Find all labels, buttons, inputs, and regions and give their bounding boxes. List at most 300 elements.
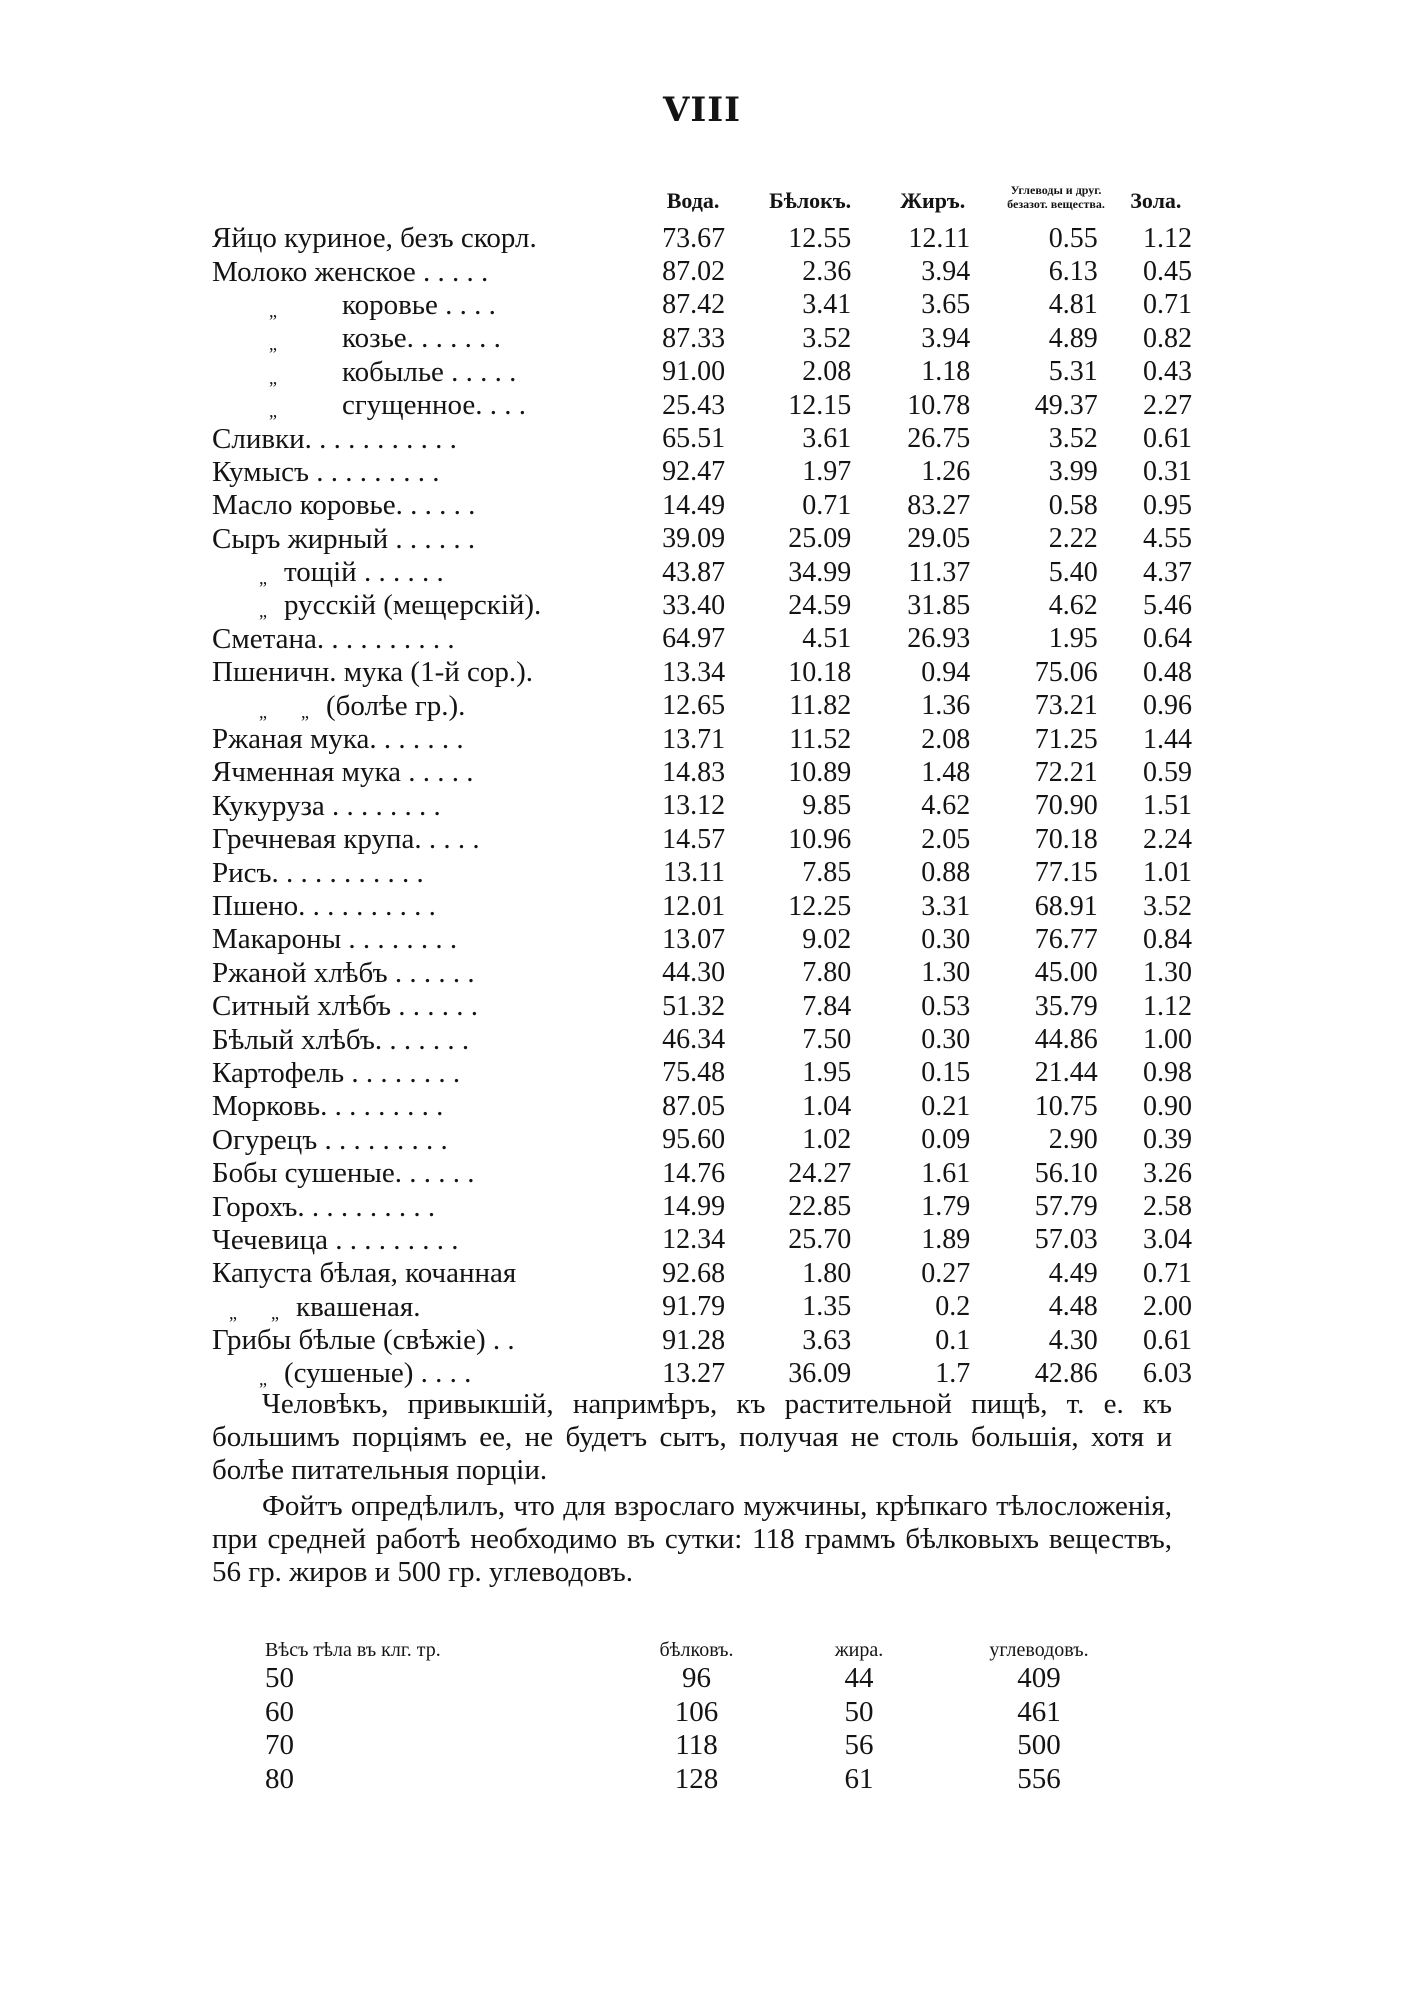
protein-value: 1.97 <box>802 456 852 488</box>
food-name-label: Бѣлый хлѣбъ. . . . . . . <box>212 1023 470 1056</box>
carbs-value: 72.21 <box>1034 756 1098 788</box>
food-name <box>212 589 639 622</box>
ditto-mark: „ <box>269 334 277 355</box>
water-value: 14.57 <box>662 823 726 855</box>
body-weight-value: 60 <box>265 1695 294 1728</box>
food-name-label: Макароны . . . . . . . . <box>212 923 458 956</box>
table-row <box>212 890 1192 923</box>
carbs-value: 4.89 <box>1048 322 1098 354</box>
ash-value: 0.45 <box>1143 256 1192 288</box>
table-row <box>212 322 1192 355</box>
table-row <box>212 623 1192 656</box>
table-row <box>250 1729 1150 1763</box>
fat-value: 0.09 <box>921 1124 971 1156</box>
fat-value: 26.75 <box>907 423 971 455</box>
header-ash: Зола. <box>1130 188 1182 213</box>
protein-value: 2.08 <box>802 356 852 388</box>
table-row <box>212 1357 1192 1390</box>
protein-value: 1.04 <box>802 1090 852 1122</box>
fat-value: 2.05 <box>921 823 971 855</box>
ditto-mark: „ <box>259 701 267 722</box>
water-value: 87.05 <box>662 1090 726 1122</box>
food-name <box>212 222 639 255</box>
table-row <box>212 1057 1192 1090</box>
protein-value: 11.82 <box>789 690 852 722</box>
ash-value: 0.96 <box>1143 690 1192 722</box>
table-row <box>212 957 1192 990</box>
food-name-label: сгущенное. . . . <box>342 389 526 422</box>
table-row <box>212 1257 1192 1290</box>
carbs-value: 4.30 <box>1048 1324 1098 1356</box>
fat-value: 0.94 <box>921 656 971 688</box>
fat-value: 1.36 <box>921 690 971 722</box>
food-name-label: Масло коровье. . . . . . <box>212 489 476 522</box>
food-name-label: Кумысъ . . . . . . . . . <box>212 455 440 488</box>
fat-value: 3.65 <box>921 289 971 321</box>
fat-value: 4.62 <box>921 790 971 822</box>
carbs-value: 3.99 <box>1048 456 1098 488</box>
food-name-label: Картофель . . . . . . . . <box>212 1056 461 1089</box>
food-name-label: Сыръ жирный . . . . . . <box>212 522 476 555</box>
water-value: 64.97 <box>662 623 726 655</box>
ash-value: 2.24 <box>1143 823 1192 855</box>
table-row <box>212 689 1192 722</box>
fat-value: 29.05 <box>907 523 971 555</box>
water-value: 91.28 <box>662 1324 726 1356</box>
carbs-value: 45.00 <box>1034 957 1098 989</box>
food-name-label: Ситный хлѣбъ . . . . . . <box>212 990 479 1023</box>
water-value: 95.60 <box>662 1124 726 1156</box>
carbs-value: 73.21 <box>1034 690 1098 722</box>
carbs-value: 77.15 <box>1034 857 1098 889</box>
ash-value: 0.82 <box>1143 322 1192 354</box>
carbs-value: 4.81 <box>1048 289 1098 321</box>
food-name-label: тощій . . . . . . <box>284 556 444 589</box>
food-name-label: Горохъ. . . . . . . . . . <box>212 1190 436 1223</box>
water-value: 13.34 <box>662 656 726 688</box>
water-value: 92.68 <box>662 1257 726 1289</box>
table-row <box>212 389 1192 422</box>
fat-value: 26.93 <box>907 623 971 655</box>
table-row <box>212 723 1192 756</box>
water-value: 33.40 <box>662 589 726 621</box>
proteins-value: 118 <box>675 1729 718 1762</box>
carbs-value: 42.86 <box>1034 1357 1098 1389</box>
table-row <box>212 422 1192 455</box>
carbs-value: 44.86 <box>1034 1024 1098 1056</box>
food-name-label: Капуста бѣлая, кочанная <box>212 1257 517 1290</box>
food-name-label: коровье . . . . <box>342 288 496 321</box>
protein-value: 7.84 <box>802 990 852 1022</box>
food-name <box>212 255 639 288</box>
table-row <box>212 489 1192 522</box>
table-row <box>212 523 1192 556</box>
ash-value: 5.46 <box>1143 589 1192 621</box>
water-value: 43.87 <box>662 556 726 588</box>
food-name-label: Кукуруза . . . . . . . . <box>212 789 441 822</box>
carbs-value: 75.06 <box>1034 656 1098 688</box>
food-name-label: Чечевица . . . . . . . . . <box>212 1223 459 1256</box>
water-value: 13.12 <box>662 790 726 822</box>
food-name-label: Огурецъ . . . . . . . . . <box>212 1123 448 1156</box>
fat-value: 1.18 <box>921 356 971 388</box>
ash-value: 1.12 <box>1143 222 1192 254</box>
carbohydrates-value: 500 <box>1017 1729 1061 1762</box>
protein-value: 24.27 <box>788 1157 852 1189</box>
fat-value: 0.30 <box>921 923 971 955</box>
food-name <box>212 1090 639 1123</box>
table-row <box>212 222 1192 255</box>
water-value: 73.67 <box>662 222 726 254</box>
protein-value: 0.71 <box>802 489 852 521</box>
fat-value: 11.37 <box>908 556 971 588</box>
fat-value: 1.89 <box>921 1224 971 1256</box>
protein-value: 3.63 <box>802 1324 852 1356</box>
water-value: 39.09 <box>662 523 726 555</box>
protein-value: 4.51 <box>802 623 852 655</box>
protein-value: 34.99 <box>788 556 852 588</box>
ash-value: 6.03 <box>1143 1357 1192 1389</box>
water-value: 75.48 <box>662 1057 726 1089</box>
table-row <box>250 1696 1150 1730</box>
food-name-label: Молоко женское . . . . . <box>212 255 489 288</box>
carbs-value: 71.25 <box>1034 723 1098 755</box>
protein-value: 11.52 <box>789 723 852 755</box>
food-name-label: Ржаной хлѣбъ . . . . . . <box>212 956 475 989</box>
food-name <box>212 1257 639 1290</box>
protein-value: 12.25 <box>788 890 852 922</box>
carbs-value: 56.10 <box>1034 1157 1098 1189</box>
header-body-weight: Вѣсъ тѣла въ клг. тр. <box>265 1639 441 1661</box>
ash-value: 0.61 <box>1143 1324 1192 1356</box>
carbs-value: 1.95 <box>1048 623 1098 655</box>
table-row <box>212 1157 1192 1190</box>
food-name <box>212 990 639 1023</box>
food-name-label: Сметана. . . . . . . . . . <box>212 622 455 655</box>
fat-value: 10.78 <box>907 389 971 421</box>
table-row <box>212 1023 1192 1056</box>
water-value: 25.43 <box>662 389 726 421</box>
proteins-value: 106 <box>674 1695 719 1728</box>
food-name <box>212 756 639 789</box>
food-name <box>212 356 639 389</box>
protein-value: 1.35 <box>802 1291 852 1323</box>
fat-value: 2.08 <box>921 723 971 755</box>
ash-value: 3.26 <box>1143 1157 1192 1189</box>
water-value: 87.02 <box>662 256 726 288</box>
ditto-mark: „ <box>259 568 267 589</box>
ash-value: 0.71 <box>1143 1257 1192 1289</box>
protein-value: 10.96 <box>788 823 852 855</box>
diet-table-header <box>250 1628 1150 1662</box>
ash-value: 0.59 <box>1143 756 1192 788</box>
food-name-label: козье. . . . . . . <box>342 322 501 355</box>
ash-value: 0.43 <box>1143 356 1192 388</box>
ash-value: 1.30 <box>1143 957 1192 989</box>
carbs-value: 5.31 <box>1048 356 1098 388</box>
ash-value: 0.39 <box>1143 1124 1192 1156</box>
ditto-mark: „ <box>271 1302 279 1323</box>
food-name-label: (сушеные) . . . . <box>284 1357 472 1390</box>
protein-value: 12.15 <box>788 389 852 421</box>
protein-value: 25.70 <box>788 1224 852 1256</box>
ash-value: 0.61 <box>1143 423 1192 455</box>
water-value: 46.34 <box>662 1024 726 1056</box>
protein-value: 3.61 <box>802 423 852 455</box>
food-name-label: Рисъ. . . . . . . . . . . <box>212 856 424 889</box>
table-row <box>250 1763 1150 1797</box>
carbs-value: 0.58 <box>1048 489 1098 521</box>
carbs-value: 35.79 <box>1034 990 1098 1022</box>
food-name <box>212 656 639 689</box>
carbs-value: 2.22 <box>1048 523 1098 555</box>
header-protein: Бѣлокъ. <box>769 188 852 213</box>
diet-table <box>250 1628 1150 1796</box>
header-carbohydrates: углеводовъ. <box>989 1639 1089 1661</box>
protein-value: 2.36 <box>802 256 852 288</box>
food-name-label: Яйцо куриное, безъ скорл. <box>212 222 537 255</box>
food-name-label: Грибы бѣлые (свѣжіе) . . <box>212 1324 515 1357</box>
fat-value: 12.11 <box>908 222 971 254</box>
food-name-label: Бобы сушеные. . . . . . <box>212 1157 475 1190</box>
food-name <box>212 890 639 923</box>
food-name-label: Гречневая крупа. . . . . <box>212 823 480 856</box>
carbs-value: 10.75 <box>1034 1090 1098 1122</box>
food-name <box>212 856 639 889</box>
table-row <box>212 923 1192 956</box>
food-name <box>212 422 639 455</box>
table-row <box>212 790 1192 823</box>
carbs-value: 70.90 <box>1034 790 1098 822</box>
protein-value: 3.52 <box>802 322 852 354</box>
food-name <box>212 523 639 556</box>
ditto-mark: „ <box>259 601 267 622</box>
fat-value: 0.2 <box>935 1291 971 1323</box>
header-name-blank <box>212 148 639 222</box>
table-row <box>212 1190 1192 1223</box>
fats-value: 61 <box>844 1762 874 1795</box>
food-name <box>212 322 639 355</box>
paragraph-2: Фойтъ опредѣлилъ, что для взрослаго мужчины, крѣпкаго тѣлосложенія, при средней работѣ необходимо въ сутки: 118 граммъ бѣлковыхъ веществъ, 56 гр. жиров и 500 гр. углеводовъ. <box>212 1490 1172 1588</box>
ditto-mark: „ <box>301 701 309 722</box>
paragraph-1: Человѣкъ, привыкшій, напримѣръ, къ растительной пищѣ, т. е. къ большимъ порціямъ ее, не будетъ сытъ, получая не столь большія, хотя и болѣе питательныя порціи. <box>212 1388 1172 1486</box>
water-value: 87.33 <box>662 322 726 354</box>
carbs-value: 4.62 <box>1048 589 1098 621</box>
ash-value: 1.01 <box>1143 857 1192 889</box>
ash-value: 3.04 <box>1143 1224 1192 1256</box>
protein-value: 9.85 <box>802 790 852 822</box>
table-row <box>250 1662 1150 1696</box>
food-name-label: Ячменная мука . . . . . <box>212 756 474 789</box>
food-name <box>212 1190 639 1223</box>
carbs-value: 57.03 <box>1034 1224 1098 1256</box>
food-name-label: квашеная. <box>296 1290 421 1323</box>
header-carbs: Углеводы и друг. безазот. вещества. <box>1007 183 1105 212</box>
fat-value: 3.94 <box>921 256 971 288</box>
ash-value: 0.95 <box>1143 489 1192 521</box>
water-value: 13.07 <box>662 923 726 955</box>
protein-value: 9.02 <box>802 923 852 955</box>
food-name-label: русскій (мещерскій). <box>284 589 542 622</box>
ash-value: 0.84 <box>1143 923 1192 955</box>
fat-value: 1.48 <box>921 756 971 788</box>
ash-value: 0.64 <box>1143 623 1192 655</box>
protein-value: 10.89 <box>788 756 852 788</box>
table-row <box>212 456 1192 489</box>
ash-value: 0.98 <box>1143 1057 1192 1089</box>
table-row <box>212 1124 1192 1157</box>
food-name-label: Пшено. . . . . . . . . . <box>212 890 436 922</box>
fat-value: 31.85 <box>907 589 971 621</box>
water-value: 51.32 <box>662 990 726 1022</box>
ash-value: 2.27 <box>1143 389 1192 421</box>
protein-value: 3.41 <box>802 289 852 321</box>
fat-value: 0.1 <box>935 1324 971 1356</box>
food-name <box>212 389 639 422</box>
fats-value: 50 <box>844 1695 874 1728</box>
carbs-value: 2.90 <box>1048 1124 1098 1156</box>
ash-value: 0.71 <box>1143 289 1192 321</box>
water-value: 12.01 <box>662 890 726 922</box>
ash-value: 3.52 <box>1143 890 1192 922</box>
protein-value: 24.59 <box>788 589 852 621</box>
fats-value: 56 <box>844 1729 874 1762</box>
food-name <box>212 489 639 522</box>
ash-value: 1.51 <box>1143 790 1192 822</box>
header-fat: Жиръ. <box>900 188 966 213</box>
water-value: 87.42 <box>662 289 726 321</box>
water-value: 14.76 <box>662 1157 726 1189</box>
food-name <box>212 1357 639 1390</box>
fat-value: 0.88 <box>921 857 971 889</box>
fat-value: 3.94 <box>921 322 971 354</box>
carbs-value: 49.37 <box>1034 389 1098 421</box>
fat-value: 0.27 <box>921 1257 971 1289</box>
water-value: 92.47 <box>662 456 726 488</box>
header-fats: жира. <box>834 1639 884 1661</box>
food-name <box>212 1224 639 1257</box>
ash-value: 0.48 <box>1143 656 1192 688</box>
food-name <box>212 1291 639 1324</box>
water-value: 91.79 <box>662 1291 726 1323</box>
water-value: 14.83 <box>662 756 726 788</box>
carbs-value: 76.77 <box>1034 923 1098 955</box>
carbs-value: 5.40 <box>1048 556 1098 588</box>
food-name <box>212 823 639 856</box>
ash-value: 4.37 <box>1143 556 1192 588</box>
food-name <box>212 1124 639 1157</box>
carbs-value: 21.44 <box>1034 1057 1098 1089</box>
table-row <box>212 1090 1192 1123</box>
fat-value: 0.53 <box>921 990 971 1022</box>
nutrition-table-header <box>212 148 1192 222</box>
protein-value: 12.55 <box>788 222 852 254</box>
table-row <box>212 255 1192 288</box>
ash-value: 0.90 <box>1143 1090 1192 1122</box>
carbs-value: 4.48 <box>1048 1291 1098 1323</box>
fat-value: 0.21 <box>921 1090 971 1122</box>
nutrition-table <box>212 148 1192 1391</box>
ditto-mark: „ <box>269 300 277 321</box>
ash-value: 1.00 <box>1143 1024 1192 1056</box>
water-value: 91.00 <box>662 356 726 388</box>
carbohydrates-value: 409 <box>1017 1662 1061 1695</box>
carbohydrates-value: 556 <box>1017 1762 1061 1795</box>
fat-value: 1.30 <box>921 957 971 989</box>
protein-value: 1.80 <box>802 1257 852 1289</box>
water-value: 65.51 <box>662 423 726 455</box>
body-weight-value: 70 <box>265 1729 294 1762</box>
carbs-value: 70.18 <box>1034 823 1098 855</box>
table-row <box>212 289 1192 322</box>
water-value: 12.65 <box>662 690 726 722</box>
water-value: 13.11 <box>663 857 726 889</box>
ash-value: 0.31 <box>1143 456 1192 488</box>
body-weight-value: 50 <box>265 1662 294 1695</box>
food-name <box>212 1023 639 1056</box>
fat-value: 3.31 <box>921 890 971 922</box>
table-row <box>212 756 1192 789</box>
table-row <box>212 356 1192 389</box>
fat-value: 1.79 <box>921 1191 971 1223</box>
ash-value: 4.55 <box>1143 523 1192 555</box>
carbs-value: 6.13 <box>1048 256 1098 288</box>
protein-value: 22.85 <box>788 1191 852 1223</box>
water-value: 12.34 <box>662 1224 726 1256</box>
ditto-mark: „ <box>229 1302 237 1323</box>
water-value: 13.27 <box>662 1357 726 1389</box>
ditto-mark: „ <box>269 401 277 422</box>
carbohydrates-value: 461 <box>1017 1695 1061 1728</box>
food-name-label: кобылье . . . . . <box>342 355 517 388</box>
ash-value: 2.58 <box>1143 1191 1192 1223</box>
carbs-value: 68.91 <box>1034 890 1098 922</box>
protein-value: 1.02 <box>802 1124 852 1156</box>
food-name <box>212 689 639 722</box>
water-value: 44.30 <box>662 957 726 989</box>
proteins-value: 128 <box>674 1762 719 1795</box>
table-row <box>212 556 1192 589</box>
fats-value: 44 <box>844 1662 874 1695</box>
fat-value: 1.7 <box>935 1357 971 1389</box>
food-name <box>212 957 639 990</box>
food-name <box>212 456 639 489</box>
fat-value: 0.30 <box>921 1024 971 1056</box>
proteins-value: 96 <box>682 1662 711 1695</box>
food-name <box>212 1157 639 1190</box>
protein-value: 36.09 <box>788 1357 852 1389</box>
food-name-label: Пшеничн. мука (1-й сор.). <box>212 656 534 689</box>
carbs-value: 0.55 <box>1048 222 1098 254</box>
water-value: 14.49 <box>662 489 726 521</box>
page-number: VIII <box>662 90 742 130</box>
table-row <box>212 589 1192 622</box>
food-name <box>212 723 639 756</box>
food-name-label: Сливки. . . . . . . . . . . <box>212 422 457 455</box>
table-row <box>212 1224 1192 1257</box>
food-name <box>212 1057 639 1090</box>
protein-value: 7.50 <box>802 1024 852 1056</box>
protein-value: 1.95 <box>802 1057 852 1089</box>
protein-value: 10.18 <box>788 656 852 688</box>
carbs-value: 3.52 <box>1048 423 1098 455</box>
header-water: Вода. <box>666 188 720 213</box>
water-value: 14.99 <box>662 1191 726 1223</box>
food-name <box>212 289 639 322</box>
fat-value: 83.27 <box>907 489 971 521</box>
body-weight-value: 80 <box>265 1762 294 1795</box>
protein-value: 7.80 <box>802 957 852 989</box>
